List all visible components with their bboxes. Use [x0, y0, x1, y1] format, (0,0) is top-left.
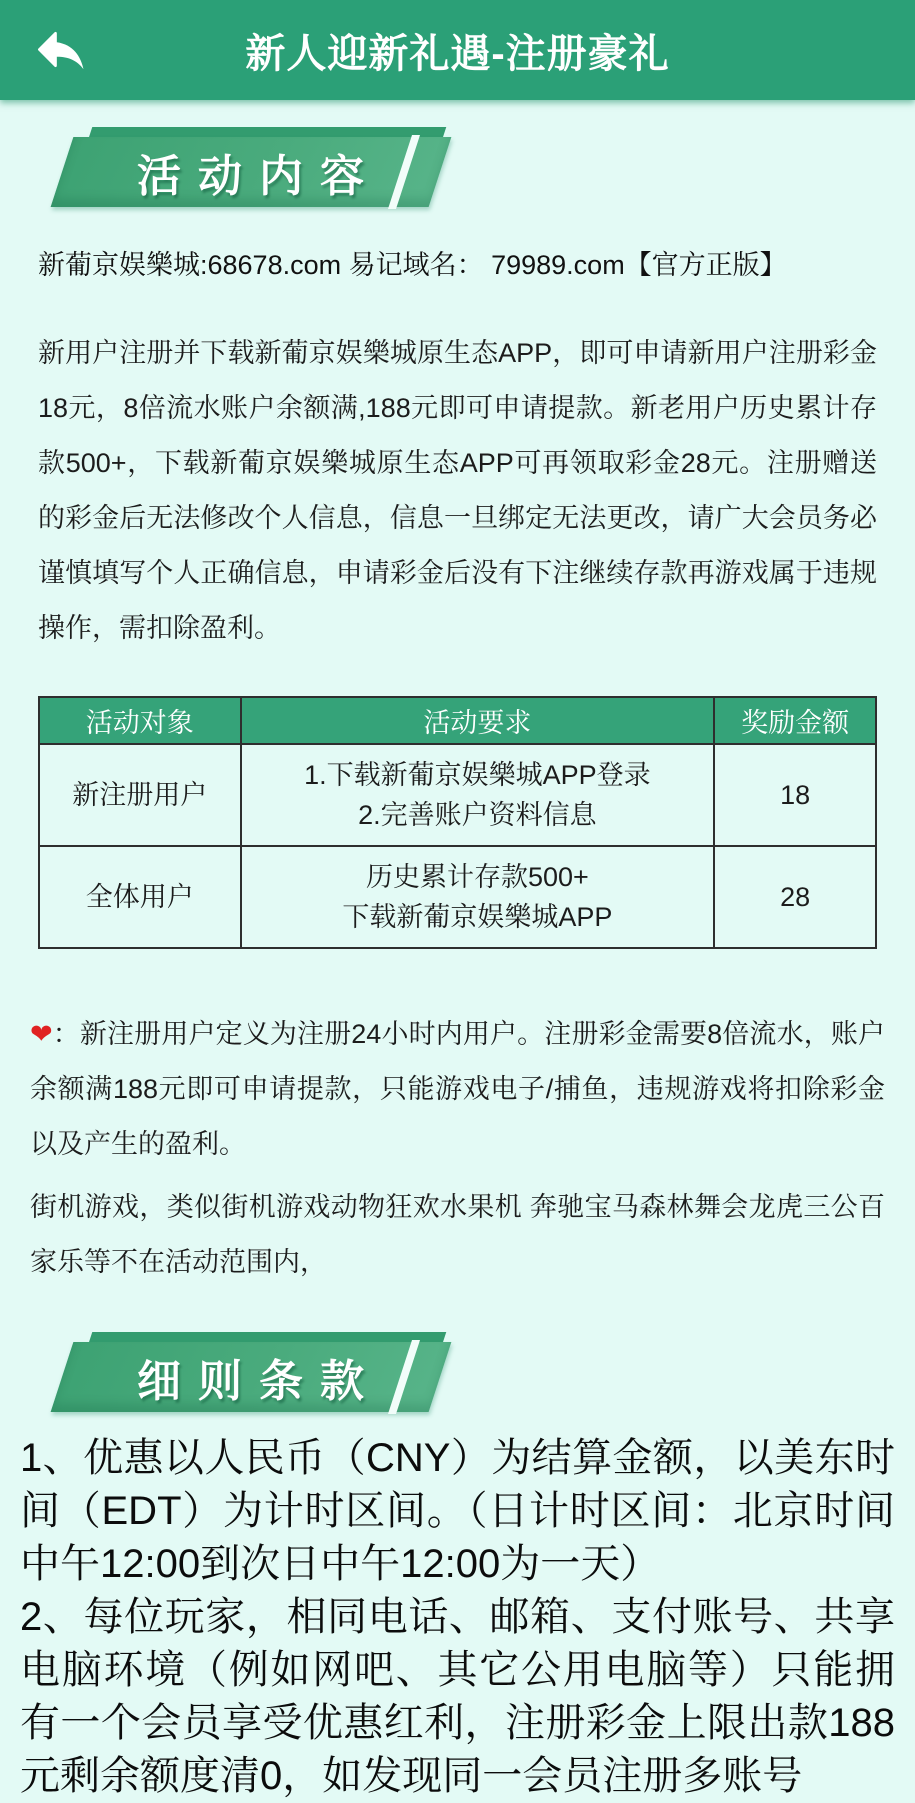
terms-text	[20, 1432, 895, 1803]
back-arrow-icon	[31, 19, 93, 81]
terms-banner-label: 细则条款	[137, 1357, 381, 1406]
activity-banner	[62, 137, 440, 207]
row2-requirement	[241, 846, 715, 948]
note-excluded-games: 街机游戏，类似街机游戏动物狂欢水果机 奔驰宝马森林舞会龙虎三公百家乐等不在活动范围内，	[30, 1192, 885, 1277]
note-definition	[30, 1007, 885, 1172]
term-1: 1、优惠以人民币（CNY）为结算金额，以美东时间（EDT）为计时区间。（日计时区间：北京时间中午12:00到次日中午12:00为一天）	[20, 1436, 895, 1586]
row2-target: 全体用户	[39, 846, 241, 948]
row1-req-line1: 1.下载新葡京娱樂城APP登录	[304, 760, 651, 790]
row2-req-line1: 历史累计存款500+	[366, 862, 589, 892]
heart-icon: ❤	[30, 1019, 53, 1049]
table-header-row	[39, 697, 876, 744]
row2-amount: 28	[714, 846, 876, 948]
col-header-target: 活动对象	[39, 697, 241, 744]
row1-requirement	[241, 744, 715, 846]
activity-description: 新用户注册并下载新葡京娱樂城原生态APP，即可申请新用户注册彩金18元，8倍流水账户余额满,188元即可申请提款。新老用户历史累计存款500+，下载新葡京娱樂城原生态APP可再领取彩金28元。注册赠送的彩金后无法修改个人信息，信息一旦绑定无法更改，请广大会员务必谨慎填写个人正确信息，申请彩金后没有下注继续存款再游戏属于违规操作，需扣除盈利。	[38, 338, 877, 643]
row2-req-line2: 下载新葡京娱樂城APP	[342, 902, 613, 932]
col-header-amount: 奖励金额	[714, 697, 876, 744]
note1-text: ：新注册用户定义为注册24小时内用户。注册彩金需要8倍流水，账户余额满188元即可申请提款，只能游戏电子/捕鱼，违规游戏将扣除彩金以及产生的盈利。	[30, 1019, 885, 1159]
col-header-requirement: 活动要求	[241, 697, 715, 744]
table-row	[39, 744, 876, 846]
reward-rules-table	[38, 696, 877, 949]
official-domain-line: 新葡京娱樂城:68678.com 易记域名： 79989.com【官方正版】	[38, 250, 787, 280]
page-title: 新人迎新礼遇-注册豪礼	[245, 31, 670, 76]
activity-banner-label: 活动内容	[137, 152, 381, 201]
row1-req-line2: 2.完善账户资料信息	[358, 800, 597, 830]
term-2: 2、每位玩家，相同电话、邮箱、支付账号、共享电脑环境（例如网吧、其它公用电脑等）只能拥有一个会员享受优惠红利，注册彩金上限出款188元剩余额度清0，如发现同一会员注册多账号	[20, 1595, 895, 1798]
terms-banner	[62, 1342, 440, 1412]
app-header	[0, 0, 915, 100]
row1-amount: 18	[714, 744, 876, 846]
table-row	[39, 846, 876, 948]
row1-target: 新注册用户	[39, 744, 241, 846]
back-button[interactable]	[26, 14, 98, 86]
